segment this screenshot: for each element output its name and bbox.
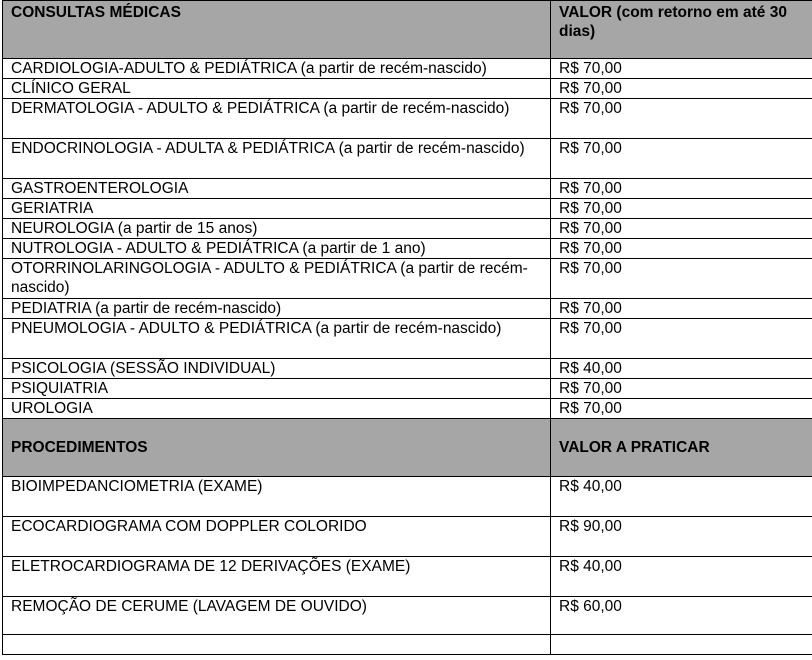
consulta-price: R$ 70,00	[551, 299, 812, 319]
consulta-price: R$ 70,00	[551, 239, 812, 259]
consulta-price: R$ 70,00	[551, 219, 812, 239]
procedimentos-header-label: PROCEDIMENTOS	[3, 419, 551, 477]
consulta-name: UROLOGIA	[3, 399, 551, 419]
table-row	[3, 139, 812, 179]
consulta-name: NEUROLOGIA (a partir de 15 anos)	[3, 219, 551, 239]
table-row	[3, 597, 812, 635]
consulta-price: R$ 70,00	[551, 399, 812, 419]
table-row	[3, 399, 812, 419]
consulta-price: R$ 70,00	[551, 179, 812, 199]
table-row	[3, 319, 812, 359]
consulta-name: ENDOCRINOLOGIA - ADULTA & PEDIÁTRICA (a partir de recém-nascido)	[3, 139, 551, 179]
consulta-price: R$ 70,00	[551, 319, 812, 359]
table-row	[3, 379, 812, 399]
consultas-header-label: CONSULTAS MÉDICAS	[3, 1, 551, 59]
table-row	[3, 199, 812, 219]
procedimento-price: R$ 40,00	[551, 557, 812, 597]
table-row	[3, 59, 812, 79]
consulta-name: DERMATOLOGIA - ADULTO & PEDIÁTRICA (a partir de recém-nascido)	[3, 99, 551, 139]
procedimento-price: R$ 60,00	[551, 597, 812, 635]
consultas-header-row	[3, 1, 812, 59]
consulta-name: NUTROLOGIA - ADULTO & PEDIÁTRICA (a partir de 1 ano)	[3, 239, 551, 259]
consulta-name: PSICOLOGIA (SESSÃO INDIVIDUAL)	[3, 359, 551, 379]
table-row	[3, 79, 812, 99]
table-row	[3, 477, 812, 517]
table-row	[3, 635, 812, 655]
empty-cell	[551, 635, 812, 655]
table-row	[3, 557, 812, 597]
table-row	[3, 219, 812, 239]
table-row	[3, 99, 812, 139]
consulta-name: GERIATRIA	[3, 199, 551, 219]
consulta-price: R$ 70,00	[551, 379, 812, 399]
consulta-name: GASTROENTEROLOGIA	[3, 179, 551, 199]
table-row	[3, 239, 812, 259]
consulta-price: R$ 70,00	[551, 199, 812, 219]
consulta-price: R$ 70,00	[551, 79, 812, 99]
consulta-price: R$ 70,00	[551, 139, 812, 179]
consulta-name: PSIQUIATRIA	[3, 379, 551, 399]
table-row	[3, 179, 812, 199]
consulta-name: OTORRINOLARINGOLOGIA - ADULTO & PEDIÁTRICA (a partir de recém-nascido)	[3, 259, 551, 299]
consulta-name: CLÍNICO GERAL	[3, 79, 551, 99]
consultas-header-value: VALOR (com retorno em até 30 dias)	[551, 1, 812, 59]
procedimentos-header-value: VALOR A PRATICAR	[551, 419, 812, 477]
consulta-name: PEDIATRIA (a partir de recém-nascido)	[3, 299, 551, 319]
table-row	[3, 299, 812, 319]
consulta-price: R$ 70,00	[551, 59, 812, 79]
procedimento-price: R$ 40,00	[551, 477, 812, 517]
consulta-price: R$ 70,00	[551, 259, 812, 299]
consulta-name: CARDIOLOGIA-ADULTO & PEDIÁTRICA (a partir de recém-nascido)	[3, 59, 551, 79]
consulta-name: PNEUMOLOGIA - ADULTO & PEDIÁTRICA (a partir de recém-nascido)	[3, 319, 551, 359]
procedimento-name: ECOCARDIOGRAMA COM DOPPLER COLORIDO	[3, 517, 551, 557]
table-row	[3, 517, 812, 557]
consulta-price: R$ 40,00	[551, 359, 812, 379]
procedimento-name: REMOÇÃO DE CERUME (LAVAGEM DE OUVIDO)	[3, 597, 551, 635]
procedimento-name: ELETROCARDIOGRAMA DE 12 DERIVAÇÕES (EXAME)	[3, 557, 551, 597]
empty-cell	[3, 635, 551, 655]
consulta-price: R$ 70,00	[551, 99, 812, 139]
table-row	[3, 359, 812, 379]
price-table	[2, 0, 812, 655]
table-row	[3, 259, 812, 299]
procedimentos-header-row	[3, 419, 812, 477]
procedimento-name: BIOIMPEDANCIOMETRIA (EXAME)	[3, 477, 551, 517]
procedimento-price: R$ 90,00	[551, 517, 812, 557]
